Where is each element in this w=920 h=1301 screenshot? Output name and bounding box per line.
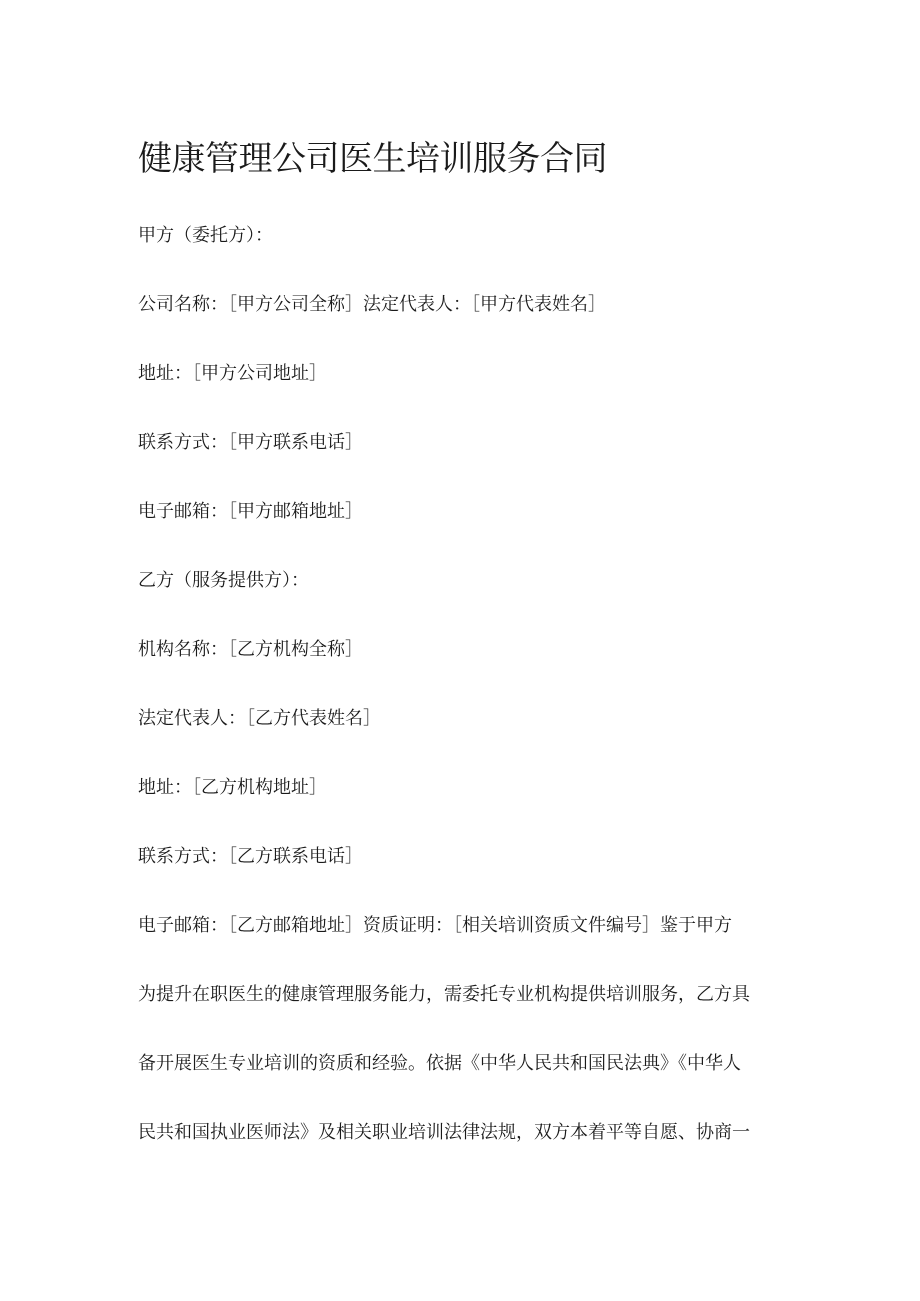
- recital-line-2: 备开展医生专业培训的资质和经验。依据《中华人民共和国民法典》《中华人: [138, 1053, 741, 1074]
- party-b-heading: 乙方（服务提供方）：: [138, 570, 309, 591]
- document-title: 健康管理公司医生培训服务合同: [138, 139, 607, 179]
- party-a-address: 地址：［甲方公司地址］: [138, 363, 327, 384]
- document-body: [138, 216, 772, 1182]
- party-a-company-and-representative: 公司名称：［甲方公司全称］法定代表人：［甲方代表姓名］: [138, 294, 606, 315]
- party-a-phone: 联系方式：［甲方联系电话］: [138, 432, 363, 453]
- recital-line-1: 为提升在职医生的健康管理服务能力，需委托专业机构提供培训服务，乙方具: [138, 984, 750, 1005]
- party-b-institution-name: 机构名称：［乙方机构全称］: [138, 639, 363, 660]
- party-a-email: 电子邮箱：［甲方邮箱地址］: [138, 501, 363, 522]
- party-b-address: 地址：［乙方机构地址］: [138, 777, 327, 798]
- party-a-heading: 甲方（委托方）：: [138, 225, 273, 246]
- party-b-email-and-qualification: 电子邮箱：［乙方邮箱地址］资质证明：［相关培训资质文件编号］鉴于甲方: [138, 915, 732, 936]
- recital-line-3: 民共和国执业医师法》及相关职业培训法律法规，双方本着平等自愿、协商一: [138, 1122, 750, 1143]
- party-b-phone: 联系方式：［乙方联系电话］: [138, 846, 363, 867]
- party-b-representative: 法定代表人：［乙方代表姓名］: [138, 708, 381, 729]
